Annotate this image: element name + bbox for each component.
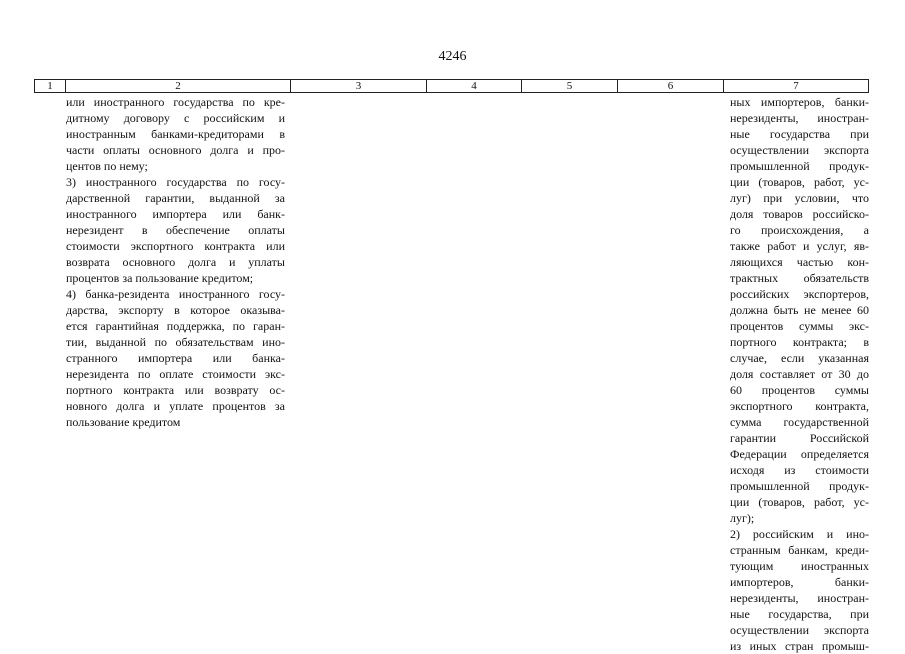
- text-line: доля товаров российско-: [730, 207, 869, 221]
- column-header-5: 5: [522, 80, 618, 92]
- text-line: дарственной гарантии, выданной за: [66, 191, 285, 205]
- text-line: осуществлении экспорта: [730, 623, 869, 637]
- column-header-7: 7: [793, 80, 799, 92]
- text-line: странного импортера или банка-: [66, 351, 285, 365]
- text-line: доля составляет от 30 до: [730, 367, 869, 381]
- text-line: ции (товаров, работ, ус-: [730, 495, 869, 509]
- text-line: ции (товаров, работ, ус-: [730, 175, 869, 189]
- text-line: промышленной продук-: [730, 479, 869, 493]
- text-line: тии, выданной по обязательствам ино-: [66, 335, 285, 349]
- table-header-row: [34, 79, 869, 93]
- text-line: нерезиденты, иностран-: [730, 111, 869, 125]
- text-line: иностранного импортера или банк-: [66, 207, 285, 221]
- text-line: также работ и услуг, яв-: [730, 239, 869, 253]
- text-line: гарантии Российской: [730, 431, 869, 445]
- text-line: или иностранного государства по кре-: [66, 95, 285, 109]
- text-line: импортеров, банки-: [730, 575, 869, 589]
- text-line: луг) при условии, что: [730, 191, 869, 205]
- text-line: российских экспортеров,: [730, 287, 869, 301]
- column-header-4: 4: [427, 80, 522, 92]
- text-line: центов по нему;: [66, 159, 148, 173]
- text-line: из иных стран промыш-: [730, 639, 869, 653]
- text-line: должна быть не менее 60: [730, 303, 869, 317]
- text-line: 2) российским и ино-: [730, 527, 869, 541]
- text-line: стоимости экспортного контракта или: [66, 239, 285, 253]
- column-2-text: [66, 94, 285, 430]
- text-line: дитному договору с российским и: [66, 111, 285, 125]
- column-7-text: [730, 94, 869, 654]
- text-line: процентов суммы экс-: [730, 319, 869, 333]
- text-line: осуществлении экспорта: [730, 143, 869, 157]
- text-line: 4) банка-резидента иностранного госу-: [66, 287, 285, 301]
- text-line: пользование кредитом: [66, 415, 181, 429]
- text-line: иностранным банками-кредиторами в: [66, 127, 285, 141]
- text-line: ляющихся частью кон-: [730, 255, 869, 269]
- text-line: ется гарантийная поддержка, по гаран-: [66, 319, 285, 333]
- text-line: части оплаты основного долга и про-: [66, 143, 285, 157]
- text-line: исходя из стоимости: [730, 463, 869, 477]
- text-line: луг);: [730, 511, 755, 525]
- text-line: новного долга и уплате процентов за: [66, 399, 285, 413]
- text-line: нерезидента по оплате стоимости экс-: [66, 367, 285, 381]
- page-number: 4246: [438, 49, 467, 64]
- text-line: Федерации определяется: [730, 447, 869, 461]
- text-line: странным банкам, креди-: [730, 543, 869, 557]
- text-line: 60 процентов суммы: [730, 383, 869, 397]
- text-line: случае, если указанная: [730, 351, 869, 365]
- text-line: ные государства, при: [730, 607, 869, 621]
- text-line: го происхождения, а: [730, 223, 869, 237]
- text-line: трактных обязательств: [730, 271, 869, 285]
- text-line: ные государства при: [730, 127, 869, 141]
- text-line: 3) иностранного государства по госу-: [66, 175, 285, 189]
- text-line: портного контракта или возврату ос-: [66, 383, 285, 397]
- column-header-6: 6: [618, 80, 724, 92]
- text-line: дарства, экспорту в которое оказыва-: [66, 303, 285, 317]
- text-line: экспортного контракта,: [730, 399, 869, 413]
- text-line: портного контракта; в: [730, 335, 869, 349]
- text-line: промышленной продук-: [730, 159, 869, 173]
- text-line: процентов за пользование кредитом;: [66, 271, 254, 285]
- text-line: сумма государственной: [730, 415, 869, 429]
- text-line: нерезидент в обеспечение оплаты: [66, 223, 285, 237]
- text-line: тующим иностранных: [730, 559, 869, 573]
- column-header-2: 2: [66, 80, 291, 92]
- text-line: нерезиденты, иностран-: [730, 591, 869, 605]
- text-line: возврата основного долга и уплаты: [66, 255, 285, 269]
- column-header-3: 3: [291, 80, 427, 92]
- text-line: ных импортеров, банки-: [730, 95, 869, 109]
- column-header-1: 1: [35, 80, 66, 92]
